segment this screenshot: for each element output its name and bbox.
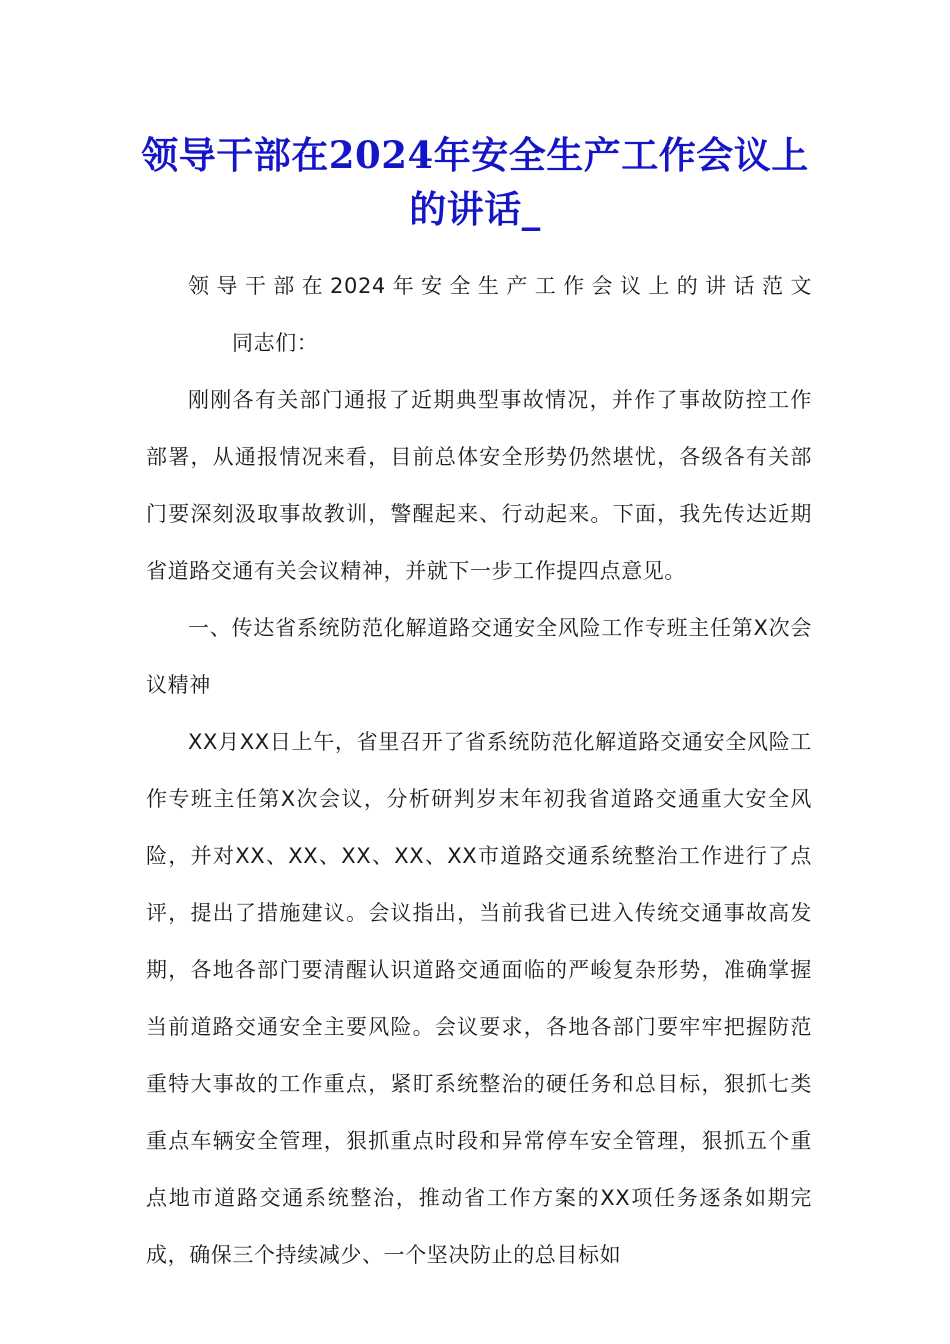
- body-paragraph: XX月XX日上午，省里召开了省系统防范化解道路交通安全风险工作专班主任第X次会议，分析研判岁末年初我省道路交通重大安全风险，并对XX、XX、XX、XX、XX市道路交通系统整治工作进行了点评，提出了措施建议。会议指出，当前我省已进入传统交通事故高发期，各地各部门要清醒认识道路交通面临的严峻复杂形势，准确掌握当前道路交通安全主要风险。会议要求，各地各部门要牢牢把握防范重特大事故的工作重点，紧盯系统整治的硬任务和总目标，狠抓七类重点车辆安全管理，狠抓重点时段和异常停车安全管理，狠抓五个重点地市道路交通系统整治，推动省工作方案的XX项任务逐条如期完成，确保三个持续减少、一个坚决防止的总目标如: [146, 730, 812, 1267]
- section-heading: 一、传达省系统防范化解道路交通安全风险工作专班主任第X次会议精神: [146, 616, 812, 697]
- body-paragraph: 刚刚各有关部门通报了近期典型事故情况，并作了事故防控工作部署，从通报情况来看，目前总体安全形势仍然堪忧，各级各有关部门要深刻汲取事故教训，警醒起来、行动起来。下面，我先传达近期省道路交通有关会议精神，并就下一步工作提四点意见。: [146, 388, 812, 583]
- intro-paragraph: [146, 258, 812, 372]
- intro-lead-text: 领导干部在2024年安全生产工作会议上的讲话范文: [188, 274, 812, 298]
- document-title: 领导干部在2024年安全生产工作会议上的讲话_: [141, 133, 809, 231]
- document-body: [146, 258, 812, 1284]
- greeting-text: 同志们：: [232, 331, 319, 355]
